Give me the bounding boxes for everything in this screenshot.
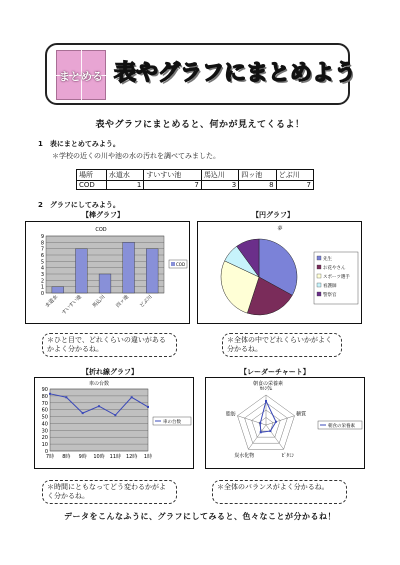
data-point <box>260 431 262 433</box>
y-tick-label: 0 <box>40 291 44 297</box>
table-header-cell: 場所 <box>77 170 107 181</box>
table-cell: 7 <box>276 181 313 190</box>
data-point <box>49 393 51 395</box>
table-row <box>77 181 314 190</box>
bar <box>99 274 111 293</box>
y-tick-label: 50 <box>41 414 48 421</box>
legend-label: 朝食の栄養素 <box>328 424 355 429</box>
legend-swatch <box>317 292 321 296</box>
bar-chart-frame <box>25 221 190 324</box>
bar-chart-caption: 【棒グラフ】 <box>82 211 124 219</box>
y-tick-label: 9 <box>40 234 44 240</box>
line-chart-frame <box>34 377 194 469</box>
data-point <box>98 405 100 407</box>
legend-label: 先生 <box>323 257 332 262</box>
line-comment: ＊時間にともなってどう変わるかがよく分かるね。 <box>42 480 177 504</box>
legend-swatch <box>317 256 321 260</box>
table-header-row <box>77 170 314 181</box>
section-1-note: ＊学校の近くの川や池の水の汚れを調べてみました。 <box>52 152 220 160</box>
x-tick-label: 馬込川 <box>91 294 107 310</box>
data-point <box>65 396 67 398</box>
legend-swatch <box>171 262 175 266</box>
bar <box>123 242 135 293</box>
legend-swatch <box>317 283 321 287</box>
legend-label: 看護師 <box>323 284 337 289</box>
chart-title: 朝食の栄養素 <box>252 381 284 387</box>
y-tick-label: 7 <box>40 246 44 253</box>
data-point <box>114 414 116 416</box>
axis-label: 炭水化物 <box>234 452 255 459</box>
x-tick-label: 10時 <box>93 454 105 460</box>
table-row-label: COD <box>77 181 107 190</box>
axis-label: ｶﾙｼｳﾑ <box>259 386 273 392</box>
bar-chart <box>26 222 189 323</box>
data-point <box>269 430 271 432</box>
section-1-heading: 1 表にまとめてみよう。 <box>38 140 120 148</box>
y-tick-label: 1 <box>40 284 44 291</box>
section-2-heading: 2 グラフにしてみよう。 <box>38 201 120 209</box>
x-tick-label: 1時 <box>143 454 153 460</box>
subtitle: 表やグラフにまとめると、何かが見えてくるよ！ <box>95 120 305 130</box>
bar <box>76 249 88 293</box>
table-cell: 7 <box>144 181 202 190</box>
y-tick-label: 90 <box>41 387 48 393</box>
line-chart-caption: 【折れ線グラフ】 <box>82 368 138 376</box>
data-point <box>265 400 267 402</box>
pie-chart-caption: 【円グラフ】 <box>252 211 294 219</box>
x-tick-label: 9時 <box>78 454 87 460</box>
chart-title: 車の台数 <box>88 381 110 387</box>
table-cell: 8 <box>239 181 276 190</box>
legend-label: 車の台数 <box>163 420 181 425</box>
table-header-cell: 四ッ池 <box>239 170 276 181</box>
legend-swatch <box>317 265 321 269</box>
table-cell: 3 <box>201 181 238 190</box>
y-tick-label: 3 <box>40 272 44 278</box>
line-chart <box>35 378 193 468</box>
axis-label: 糖質 <box>296 411 307 418</box>
y-tick-label: 40 <box>41 421 48 428</box>
x-tick-label: 12時 <box>125 454 138 460</box>
chart-title: 夢 <box>277 226 283 232</box>
series-polygon <box>260 401 276 432</box>
badge-label: まとめる <box>59 70 103 83</box>
data-point <box>259 422 261 424</box>
legend-swatch <box>317 274 321 278</box>
y-tick-label: 2 <box>40 278 44 285</box>
bar <box>52 287 64 293</box>
y-tick-label: 6 <box>40 253 44 259</box>
y-tick-label: 0 <box>44 449 48 455</box>
radar-chart-frame <box>205 377 365 469</box>
y-tick-label: 80 <box>41 393 48 400</box>
data-point <box>131 396 133 398</box>
y-tick-label: 20 <box>41 435 48 442</box>
table-cell: 1 <box>106 181 143 190</box>
pie-chart <box>198 222 361 323</box>
legend-label: COD <box>176 262 186 267</box>
y-tick-label: 30 <box>41 428 48 435</box>
footer-message: データをこんなふうに、グラフにしてみると、色々なことが分かるね！ <box>64 512 336 521</box>
x-tick-label: 四ッ池 <box>115 294 131 310</box>
pie-chart-frame <box>197 221 362 324</box>
axis-label: ﾋﾞﾀﾐﾝ <box>281 452 295 459</box>
y-tick-label: 5 <box>40 259 44 266</box>
y-tick-label: 4 <box>40 265 44 272</box>
table-header-cell: すいすい池 <box>144 170 202 181</box>
legend-label: スポーツ選手 <box>323 275 350 280</box>
legend-label: お花やさん <box>323 266 346 271</box>
pie-comment: ＊全体の中でどれくらいかがよく分かるね。 <box>222 333 342 357</box>
x-tick-label: 水道水 <box>44 294 60 310</box>
y-tick-label: 10 <box>41 442 48 449</box>
radar-comment: ＊全体のバランスがよく分かるね。 <box>212 480 347 504</box>
water-quality-table <box>76 169 314 190</box>
y-tick-label: 60 <box>41 407 48 414</box>
x-tick-label: すいすい池 <box>60 294 83 317</box>
radar-chart-caption: 【レーダーチャート】 <box>240 368 310 376</box>
bar-comment: ＊ひと目で、どれくらいの違いがあるかよく分かるね。 <box>42 333 177 357</box>
data-point <box>275 421 277 423</box>
y-tick-label: 8 <box>40 240 44 247</box>
chart-title: COD <box>95 227 107 233</box>
radar-chart <box>206 378 364 468</box>
data-point <box>82 412 84 414</box>
x-tick-label: 7時 <box>45 454 55 460</box>
page-title: 表やグラフにまとめよう <box>114 61 357 86</box>
legend-label: 警察官 <box>323 293 337 298</box>
axis-label: 脂肪 <box>225 411 236 418</box>
x-tick-label: どぶ川 <box>138 294 154 310</box>
x-tick-label: 8時 <box>62 454 71 460</box>
bar <box>146 249 158 293</box>
table-header-cell: どぶ川 <box>276 170 313 181</box>
table-header-cell: 馬込川 <box>201 170 238 181</box>
data-point <box>147 406 149 408</box>
y-tick-label: 70 <box>41 400 48 407</box>
x-tick-label: 11時 <box>109 454 122 460</box>
table-header-cell: 水道水 <box>106 170 143 181</box>
